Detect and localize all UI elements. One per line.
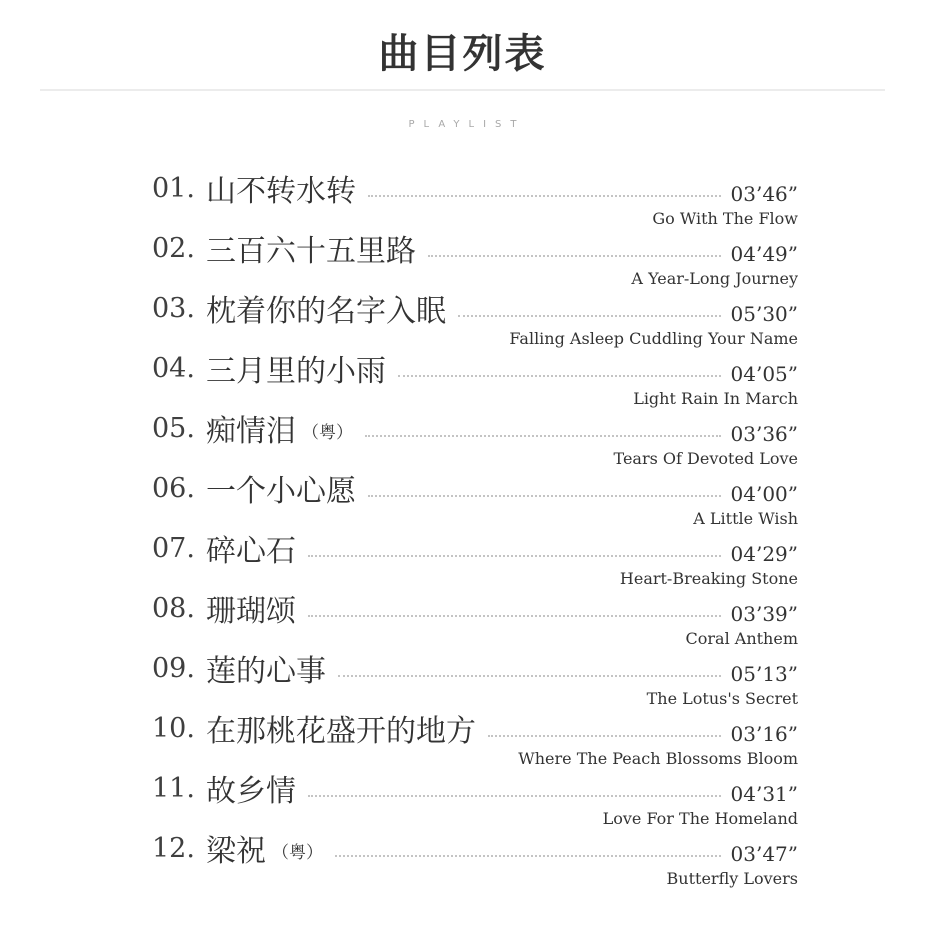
track-item xyxy=(152,528,798,588)
dotted-leader xyxy=(308,795,721,797)
track-duration: 04’29” xyxy=(730,542,798,566)
track-title: 枕着你的名字入眠 xyxy=(206,294,446,329)
track-english-title: A Year-Long Journey xyxy=(631,269,798,288)
track-english-title: Where The Peach Blossoms Bloom xyxy=(518,749,798,768)
track-english-title: Coral Anthem xyxy=(685,629,798,648)
track-item xyxy=(152,708,798,768)
page-title: 曲目列表 xyxy=(378,31,547,77)
dotted-leader xyxy=(308,555,721,557)
track-item xyxy=(152,228,798,288)
track-number: 10. xyxy=(152,712,195,744)
track-number: 04. xyxy=(152,352,195,384)
dotted-leader xyxy=(368,195,721,197)
dotted-leader xyxy=(338,675,721,677)
track-duration: 04’05” xyxy=(730,362,798,386)
track-duration: 04’00” xyxy=(730,482,798,506)
track-title: 痴情泪 xyxy=(206,414,296,449)
track-duration: 03’47” xyxy=(730,842,798,866)
track-row xyxy=(152,828,798,868)
track-duration: 03’16” xyxy=(730,722,798,746)
dotted-leader xyxy=(458,315,721,317)
track-item xyxy=(152,468,798,528)
track-dialect-tag: （粤） xyxy=(272,842,323,863)
track-duration: 04’31” xyxy=(730,782,798,806)
track-english-title: Light Rain In March xyxy=(633,389,798,408)
track-item xyxy=(152,348,798,408)
playlist-subtitle: PLAYLIST xyxy=(408,119,526,130)
track-english-title: Falling Asleep Cuddling Your Name xyxy=(509,329,798,348)
dotted-leader xyxy=(335,855,721,857)
track-number: 12. xyxy=(152,832,195,864)
track-item xyxy=(152,648,798,708)
track-title: 梁祝 xyxy=(206,834,266,869)
track-english-title: Tears Of Devoted Love xyxy=(613,449,798,468)
track-number: 01. xyxy=(152,172,195,204)
track-title: 山不转水转 xyxy=(206,174,356,209)
track-item xyxy=(152,768,798,828)
track-row xyxy=(152,288,798,328)
track-title: 三百六十五里路 xyxy=(206,234,416,269)
track-row xyxy=(152,168,798,208)
dotted-leader xyxy=(488,735,721,737)
track-number: 05. xyxy=(152,412,195,444)
track-row xyxy=(152,468,798,508)
dotted-leader xyxy=(368,495,721,497)
track-row xyxy=(152,768,798,808)
track-english-title: A Little Wish xyxy=(693,509,798,528)
track-number: 09. xyxy=(152,652,195,684)
track-english-title: Heart-Breaking Stone xyxy=(619,569,798,588)
track-duration: 05’30” xyxy=(730,302,798,326)
track-number: 11. xyxy=(152,772,195,804)
dotted-leader xyxy=(365,435,721,437)
track-number: 08. xyxy=(152,592,195,624)
track-row xyxy=(152,408,798,448)
track-english-title: Go With The Flow xyxy=(652,209,798,228)
track-english-title: Butterfly Lovers xyxy=(666,869,798,888)
track-duration: 03’46” xyxy=(730,182,798,206)
track-item xyxy=(152,288,798,348)
dotted-leader xyxy=(428,255,721,257)
track-item xyxy=(152,408,798,468)
dotted-leader xyxy=(398,375,721,377)
track-english-title: The Lotus's Secret xyxy=(646,689,798,708)
track-duration: 03’36” xyxy=(730,422,798,446)
track-item xyxy=(152,168,798,228)
track-title: 在那桃花盛开的地方 xyxy=(206,714,476,749)
track-title: 三月里的小雨 xyxy=(206,354,386,389)
track-row xyxy=(152,528,798,568)
dotted-leader xyxy=(308,615,721,617)
track-list xyxy=(152,168,798,888)
track-number: 06. xyxy=(152,472,195,504)
title-divider xyxy=(40,89,885,91)
track-row xyxy=(152,348,798,388)
track-row xyxy=(152,228,798,268)
track-title: 故乡情 xyxy=(206,774,296,809)
track-item xyxy=(152,588,798,648)
track-title: 一个小心愿 xyxy=(206,474,356,509)
track-title: 莲的心事 xyxy=(206,654,326,689)
track-duration: 03’39” xyxy=(730,602,798,626)
track-item xyxy=(152,828,798,888)
track-number: 02. xyxy=(152,232,195,264)
track-duration: 04’49” xyxy=(730,242,798,266)
track-row xyxy=(152,588,798,628)
track-english-title: Love For The Homeland xyxy=(602,809,798,828)
track-row xyxy=(152,708,798,748)
track-number: 03. xyxy=(152,292,195,324)
track-dialect-tag: （粤） xyxy=(302,422,353,443)
track-row xyxy=(152,648,798,688)
track-title: 碎心石 xyxy=(206,534,296,569)
track-duration: 05’13” xyxy=(730,662,798,686)
track-title: 珊瑚颂 xyxy=(206,594,296,629)
track-number: 07. xyxy=(152,532,195,564)
